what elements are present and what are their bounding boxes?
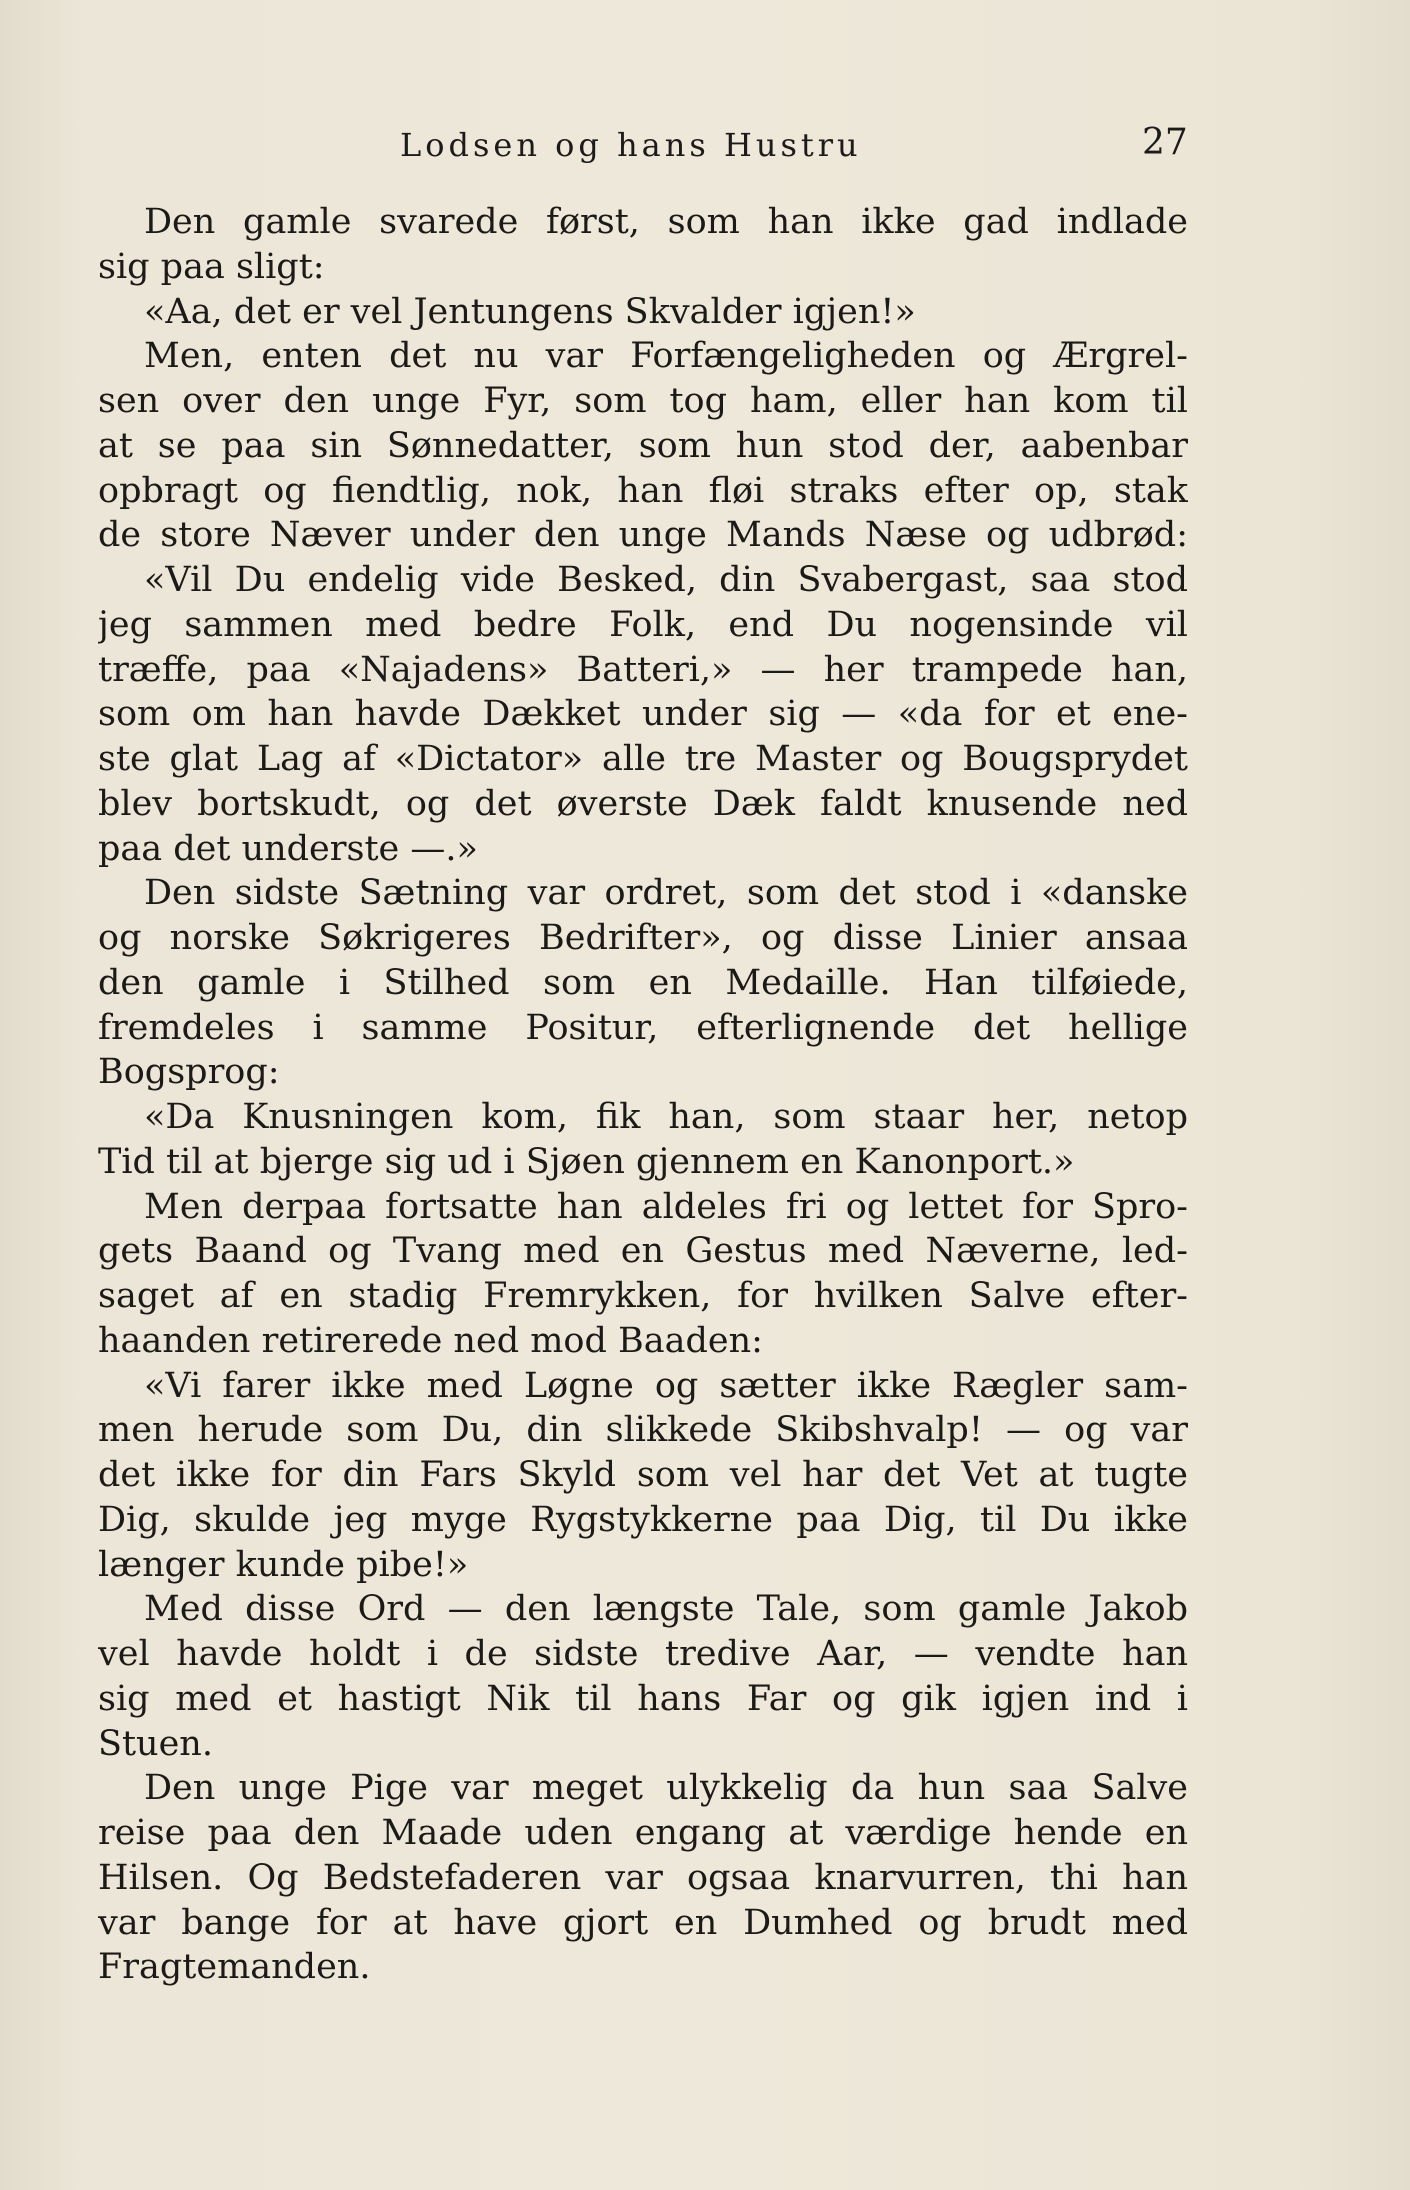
body-text [98,200,1188,1990]
text-line: det ikke for din Fars Skyld som vel har det Vet at tugte [98,1455,1188,1495]
text-line: «Da Knusningen kom, fik han, som staar her, netop [144,1097,1188,1137]
text-line: haanden retirerede ned mod Baaden: [98,1320,763,1361]
text-line: blev bortskudt, og det øverste Dæk faldt knusende ned [98,783,1188,824]
text-line: træffe, paa «Najadens» Batteri,» — her trampede han, [98,649,1188,690]
text-line: Hilsen. Og Bedstefaderen var ogsaa knarvurren, thi han [98,1857,1188,1898]
text-line: saget af en stadig Fremrykken, for hvilken Salve efter- [98,1276,1188,1316]
text-line: sig paa sligt: [98,246,325,287]
text-line: Stuen. [98,1723,213,1764]
text-line: reise paa den Maade uden engang at værdige hende en [98,1813,1188,1853]
text-line: og norske Søkrigeres Bedrifter», og disse Linier ansaa [98,918,1188,958]
text-line: «Vil Du endelig vide Besked, din Svabergast, saa stod [144,560,1188,600]
text-line: Med disse Ord — den længste Tale, som gamle Jakob [144,1589,1188,1630]
text-line: som om han havde Dækket under sig — «da for et ene- [98,694,1188,735]
text-line: «Aa, det er vel Jentungens Skvalder igjen!» [144,291,916,332]
text-line: «Vi farer ikke med Løgne og sætter ikke Rægler sam- [144,1365,1188,1406]
text-line: at se paa sin Sønnedatter, som hun stod der, aabenbar [98,425,1188,466]
text-line: men herude som Du, din slikkede Skibshvalp! — og var [98,1410,1188,1451]
text-line: den gamle i Stilhed som en Medaille. Han tilføiede, [98,962,1188,1003]
text-line: vel havde holdt i de sidste tredive Aar, — vendte han [98,1634,1188,1674]
text-line: gets Baand og Tvang med en Gestus med Næverne, led- [98,1231,1188,1272]
text-line: Tid til at bjerge sig ud i Sjøen gjennem en Kanonport.» [98,1141,1075,1182]
page-number: 27 [1142,122,1188,163]
text-line: de store Næver under den unge Mands Næse og udbrød: [98,515,1188,556]
text-line: sen over den unge Fyr, som tog ham, eller han kom til [98,381,1188,421]
text-line: jeg sammen med bedre Folk, end Du nogensinde vil [98,604,1188,645]
text-line: Bogsprog: [98,1052,280,1093]
text-line: sig med et hastigt Nik til hans Far og gik igjen ind i [98,1678,1188,1719]
text-line: Den sidste Sætning var ordret, som det stod i «danske [144,873,1188,914]
text-line: længer kunde pibe!» [98,1544,469,1585]
text-line: ste glat Lag af «Dictator» alle tre Master og Bougsprydet [98,739,1188,779]
text-line: paa det underste —.» [98,828,478,869]
text-line: var bange for at have gjort en Dumhed og brudt med [98,1902,1188,1943]
text-line: fremdeles i samme Positur, efterlignende det hellige [98,1007,1188,1048]
running-head: Lodsen og hans Hustru [400,126,862,164]
text-line: Fragtemanden. [98,1947,371,1988]
text-line: Dig, skulde jeg myge Rygstykkerne paa Dig, til Du ikke [98,1499,1188,1540]
text-line: Den gamle svarede først, som han ikke gad indlade [144,202,1188,242]
text-line: opbragt og fiendtlig, nok, han fløi straks efter op, stak [98,470,1188,511]
text-line: Men, enten det nu var Forfængeligheden og Ærgrel- [144,336,1188,377]
text-line: Men derpaa fortsatte han aldeles fri og lettet for Spro- [144,1186,1188,1227]
text-line: Den unge Pige var meget ulykkelig da hun saa Salve [144,1768,1188,1809]
